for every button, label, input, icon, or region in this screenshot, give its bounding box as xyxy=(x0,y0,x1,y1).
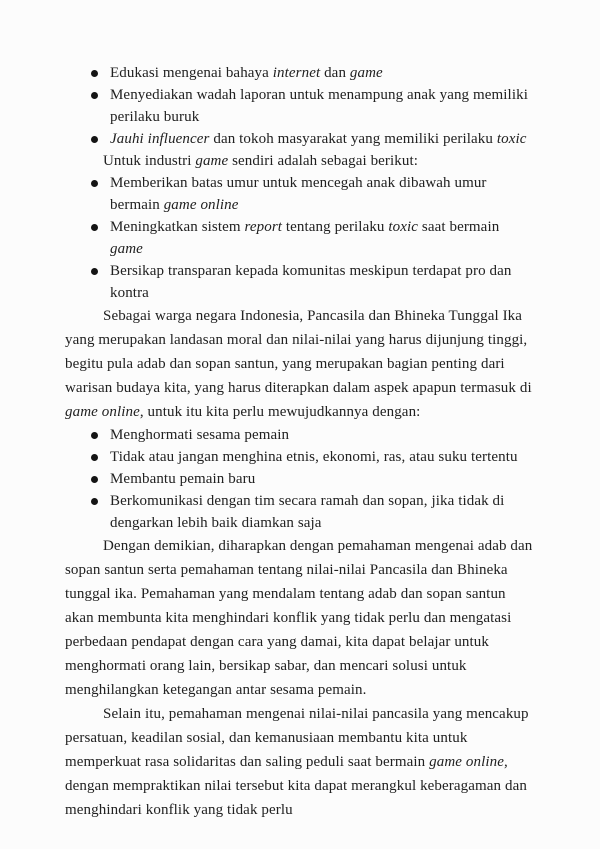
text-run: Sebagai warga negara Indonesia, Pancasila dan Bhineka Tunggal Ika yang merupakan landasan moral dan nilai-nilai yang harus dijunjung tinggi, begitu pula adab dan sopan santun, yang merupakan bagian penting dari warisan budaya kita, yang harus diterapkan dalam aspek apapun termasuk di xyxy=(65,308,532,396)
bullet-dot-icon xyxy=(91,70,98,77)
italic-text-run: Jauhi influencer xyxy=(110,131,210,147)
bullet-list-item xyxy=(65,62,535,84)
text-run: Edukasi mengenai bahaya xyxy=(110,65,273,81)
bullet-dot-icon xyxy=(91,476,98,483)
text-run: dan xyxy=(320,65,350,81)
indented-line xyxy=(65,150,535,172)
text-run: Menyediakan wadah laporan untuk menampung anak yang memiliki perilaku buruk xyxy=(110,87,528,125)
bullet-list-item xyxy=(65,424,535,446)
italic-text-run: game online xyxy=(65,404,140,420)
bullet-list-item xyxy=(65,172,535,216)
text-run: Memberikan batas umur untuk mencegah anak dibawah umur bermain xyxy=(110,175,487,213)
text-run: Berkomunikasi dengan tim secara ramah dan sopan, jika tidak di dengarkan lebih baik diamkan saja xyxy=(110,493,505,531)
text-run: Membantu pemain baru xyxy=(110,471,256,487)
italic-text-run: report xyxy=(244,219,283,235)
bullet-list-item xyxy=(65,490,535,534)
bullet-item-text xyxy=(110,65,383,81)
bullet-item-text xyxy=(110,449,518,465)
bullet-dot-icon xyxy=(91,432,98,439)
bullet-list-item xyxy=(65,446,535,468)
body-paragraph xyxy=(65,534,535,702)
text-run: Dengan demikian, diharapkan dengan pemahaman mengenai adab dan sopan santun serta pemahaman tentang nilai-nilai Pancasila dan Bhineka tunggal ika. Pemahaman yang mendalam tentang adab dan sopan santun akan membunta kita menghindari konflik yang tidak perlu dan mengatasi perbedaan pendapat dengan cara yang damai, kita dapat belajar untuk menghormati orang lain, bersikap sabar, dan mencari solusi untuk menghilangkan ketegangan antar sesama pemain. xyxy=(65,538,533,698)
italic-text-run: internet xyxy=(272,65,321,81)
text-run: , untuk itu kita perlu mewujudkannya dengan: xyxy=(139,404,421,420)
bullet-dot-icon xyxy=(91,180,98,187)
bullet-dot-icon xyxy=(91,92,98,99)
bullet-list-item xyxy=(65,468,535,490)
italic-text-run: toxic xyxy=(388,219,419,235)
text-run: Selain itu, pemahaman mengenai nilai-nilai pancasila yang mencakup persatuan, keadilan sosial, dan kemanusiaan membantu kita untuk memperkuat rasa solidaritas dan saling peduli saat bermain xyxy=(65,706,529,770)
bullet-item-text xyxy=(110,219,499,257)
bullet-item-text xyxy=(110,493,504,531)
bullet-item-text xyxy=(110,427,289,443)
body-paragraph xyxy=(65,304,535,424)
document-body xyxy=(65,62,535,822)
bullet-list-item xyxy=(65,84,535,128)
bullet-item-text xyxy=(110,175,487,213)
italic-text-run: game xyxy=(110,241,143,257)
bullet-dot-icon xyxy=(91,498,98,505)
text-run: Menghormati sesama pemain xyxy=(110,427,290,443)
text-run: sendiri adalah sebagai berikut: xyxy=(228,153,419,169)
italic-text-run: toxic xyxy=(496,131,527,147)
bullet-list-item xyxy=(65,260,535,304)
text-run: Bersikap transparan kepada komunitas meskipun terdapat pro dan kontra xyxy=(110,263,512,301)
text-run: , dengan mempraktikan nilai tersebut kita dapat merangkul keberagaman dan menghindari konflik yang tidak perlu xyxy=(65,754,527,818)
bullet-list-item xyxy=(65,216,535,260)
italic-text-run: game xyxy=(195,153,229,169)
text-run: Untuk industri xyxy=(103,153,196,169)
bullet-dot-icon xyxy=(91,454,98,461)
italic-text-run: game online xyxy=(429,754,504,770)
text-run: dan tokoh masyarakat yang memiliki perilaku xyxy=(209,131,497,147)
bullet-item-text xyxy=(110,471,255,487)
text-run: Meningkatkan sistem xyxy=(110,219,245,235)
text-run: saat bermain xyxy=(418,219,500,235)
text-run: Tidak atau jangan menghina etnis, ekonomi, ras, atau suku tertentu xyxy=(110,449,518,465)
text-run: tentang perilaku xyxy=(282,219,389,235)
bullet-list-item xyxy=(65,128,535,150)
bullet-item-text xyxy=(110,131,527,147)
bullet-dot-icon xyxy=(91,136,98,143)
italic-text-run: game xyxy=(349,65,383,81)
italic-text-run: game online xyxy=(163,197,239,213)
bullet-item-text xyxy=(110,263,512,301)
body-paragraph xyxy=(65,702,535,822)
bullet-item-text xyxy=(110,87,528,125)
bullet-dot-icon xyxy=(91,268,98,275)
bullet-dot-icon xyxy=(91,224,98,231)
